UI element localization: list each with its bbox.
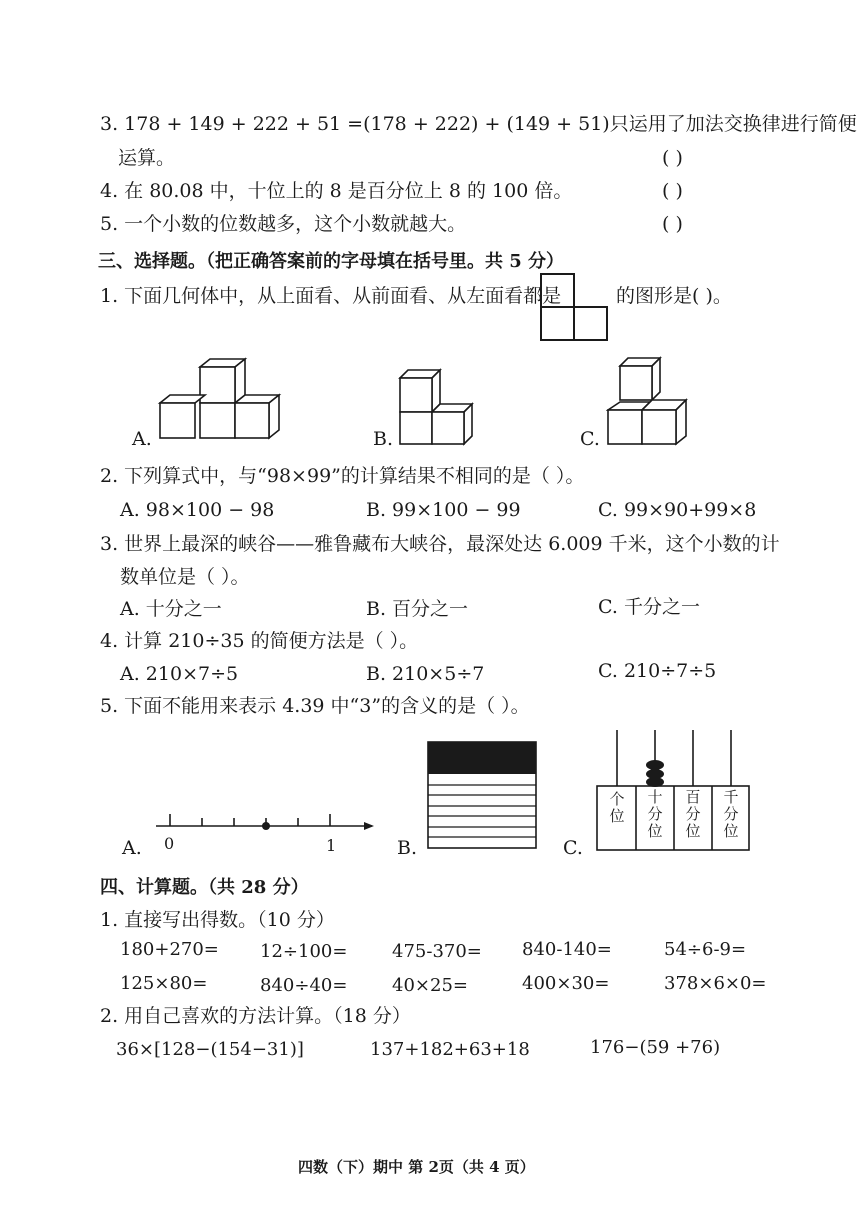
choice-section-header: 三、选择题。（把正确答案前的字母填在括号里。共 5 分）	[98, 251, 565, 272]
number-line-label-one: 1	[326, 836, 337, 855]
judge-q3-line2: 运算。	[118, 147, 176, 169]
calc-item-r1c5: 54÷6-9=	[664, 939, 747, 960]
choice-q4-option-b[interactable]: B. 210×5÷7	[366, 663, 485, 685]
cube-figure-c	[606, 352, 692, 448]
calc-item-r2c4: 400×30=	[522, 973, 610, 994]
choice-q1-option-b-label[interactable]: B.	[373, 428, 394, 450]
calc-item-r3c2: 137+182+63+18	[370, 1039, 530, 1060]
shaded-grid-figure	[426, 740, 540, 852]
page-footer: 四数（下）期中 第 2页（共 4 页）	[298, 1158, 535, 1176]
abacus-column-thousandths: 千分位	[723, 788, 739, 840]
calc-item-r2c3: 40×25=	[392, 975, 468, 996]
calc-item-r1c1: 180+270=	[120, 939, 219, 960]
judge-q4: 4. 在 80.08 中，十位上的 8 是百分位上 8 的 100 倍。	[100, 180, 573, 202]
calc-item-r3c1: 36×[128−(154−31)]	[116, 1039, 304, 1060]
calc-part2-title: 2. 用自己喜欢的方法计算。（18 分）	[100, 1005, 411, 1027]
judge-q4-answer-blank[interactable]: ( )	[662, 180, 683, 202]
cube-figure-a	[155, 355, 285, 445]
judge-q3-line1: 3. 178 + 149 + 222 + 51 =(178 + 222) + (149 + 51)只运用了加法交换律进行简便	[100, 113, 857, 135]
choice-q5-option-b-label[interactable]: B.	[397, 837, 418, 859]
choice-q1-tail: 的图形是( )。	[616, 285, 732, 307]
choice-q5-option-c-label[interactable]: C.	[563, 837, 583, 859]
choice-q3-option-b[interactable]: B. 百分之一	[366, 598, 469, 620]
choice-q3-line2: 数单位是（ ）。	[120, 566, 250, 588]
choice-q4-option-a[interactable]: A. 210×7÷5	[120, 663, 239, 685]
choice-q1-text: 1. 下面几何体中，从上面看、从前面看、从左面看都是	[100, 285, 562, 307]
abacus-column-ones: 个位	[609, 790, 625, 825]
calc-item-r3c3: 176−(59 +76)	[590, 1037, 721, 1058]
choice-q5-text: 5. 下面不能用来表示 4.39 中“3”的含义的是（ ）。	[100, 695, 530, 717]
choice-q3-option-c[interactable]: C. 千分之一	[598, 596, 700, 618]
number-line-label-zero: 0	[164, 834, 175, 853]
abacus-column-hundredths: 百分位	[685, 788, 701, 840]
number-line-figure	[150, 800, 380, 856]
choice-q3-option-a[interactable]: A. 十分之一	[120, 598, 222, 620]
judge-q5-answer-blank[interactable]: ( )	[662, 213, 683, 235]
calc-item-r1c3: 475-370=	[392, 941, 482, 962]
calc-item-r2c2: 840÷40=	[260, 975, 348, 996]
choice-q2-option-b[interactable]: B. 99×100 − 99	[366, 499, 521, 521]
choice-q2-text: 2. 下列算式中，与“98×99”的计算结果不相同的是（ ）。	[100, 465, 585, 487]
choice-q3-line1: 3. 世界上最深的峡谷——雅鲁藏布大峡谷，最深处达 6.009 千米，这个小数的计	[100, 533, 780, 555]
calc-item-r2c1: 125×80=	[120, 973, 208, 994]
calc-item-r2c5: 378×6×0=	[664, 973, 767, 994]
three-view-shape-figure	[540, 272, 610, 344]
choice-q5-option-a-label[interactable]: A.	[122, 837, 142, 859]
choice-q2-option-a[interactable]: A. 98×100 − 98	[120, 499, 275, 521]
choice-q2-option-c[interactable]: C. 99×90+99×8	[598, 499, 757, 521]
calc-part1-title: 1. 直接写出得数。（10 分）	[100, 909, 335, 931]
calc-section-header: 四、计算题。（共 28 分）	[100, 877, 309, 898]
calc-item-r1c2: 12÷100=	[260, 941, 348, 962]
abacus-figure	[594, 726, 754, 854]
choice-q1-option-c-label[interactable]: C.	[580, 428, 600, 450]
choice-q4-option-c[interactable]: C. 210÷7÷5	[598, 660, 717, 682]
abacus-column-tenths: 十分位	[647, 788, 663, 840]
choice-q1-option-a-label[interactable]: A.	[132, 428, 152, 450]
calc-item-r1c4: 840-140=	[522, 939, 612, 960]
judge-q3-answer-blank[interactable]: ( )	[662, 147, 683, 169]
cube-figure-b	[396, 364, 476, 448]
judge-q5: 5. 一个小数的位数越多，这个小数就越大。	[100, 213, 467, 235]
choice-q4-text: 4. 计算 210÷35 的简便方法是（ ）。	[100, 630, 419, 652]
